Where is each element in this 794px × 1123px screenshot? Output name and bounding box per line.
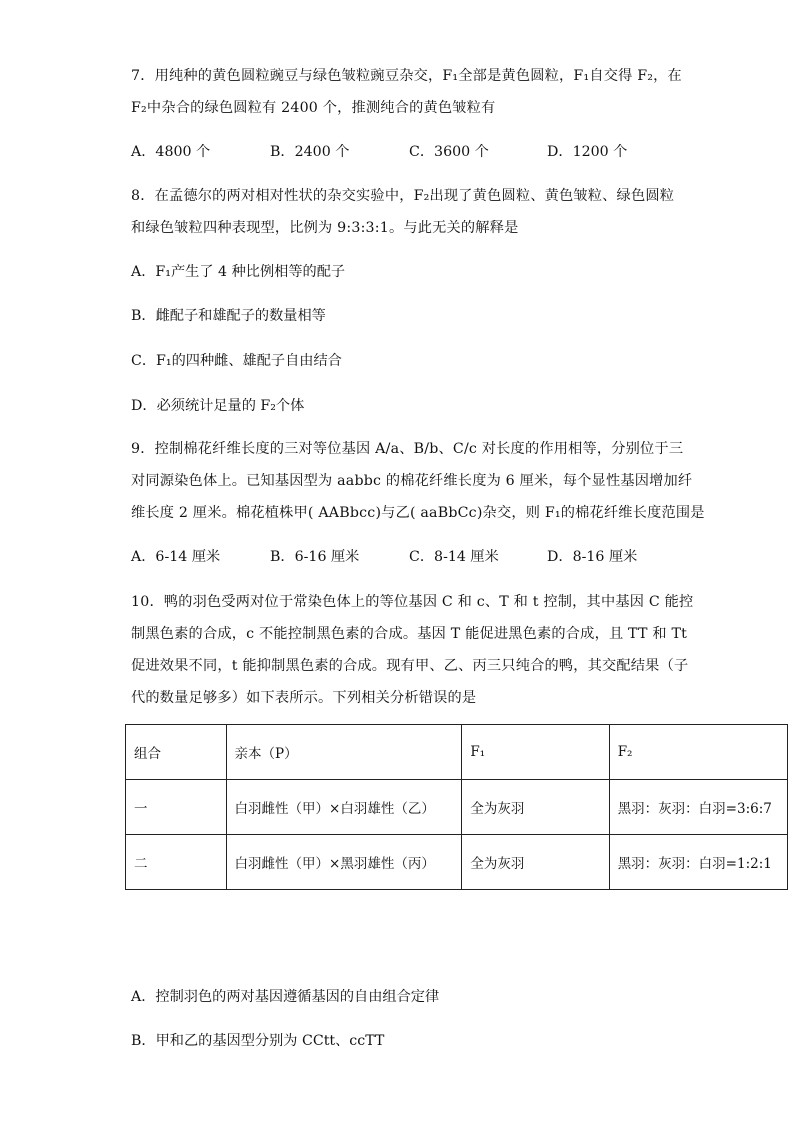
q10-stem-line-4: 代的数量足够多）如下表所示。下列相关分析错误的是 bbox=[131, 690, 477, 706]
q7-stem-line-1: 7．用纯种的黄色圆粒豌豆与绿色皱粒豌豆杂交，F₁全部是黄色圆粒，F₁自交得 F₂，在 bbox=[131, 68, 682, 84]
q9-stem-line-1: 9．控制棉花纤维长度的三对等位基因 A/a、B/b、C/c 对长度的作用相等，分别位于三 bbox=[131, 441, 684, 457]
table-cell: 全为灰羽 bbox=[462, 780, 609, 835]
table-header-row bbox=[126, 725, 788, 780]
q9-stem-line-2: 对同源染色体上。已知基因型为 aabbc 的棉花纤维长度为 6 厘米，每个显性基因增加纤 bbox=[131, 473, 693, 489]
table-cell: 一 bbox=[126, 780, 227, 835]
header-cell: F₂ bbox=[609, 725, 787, 780]
q10-stem-line-3: 促进效果不同，t 能抑制黑色素的合成。现有甲、乙、丙三只纯合的鸭，其交配结果（子 bbox=[131, 658, 689, 674]
q9-option-d: D．8-16 厘米 bbox=[547, 549, 638, 565]
q9-stem-line-3: 维长度 2 厘米。棉花植株甲( AABbcc)与乙( aaBbCc)杂交，则 F₁的棉花纤维长度范围是 bbox=[131, 505, 705, 521]
table-cell: 白羽雌性（甲）×黑羽雄性（丙） bbox=[226, 835, 462, 890]
table-cell: 全为灰羽 bbox=[462, 835, 609, 890]
q10-stem-line-2: 制黑色素的合成，c 不能控制黑色素的合成。基因 T 能促进黑色素的合成，且 TT 和 Tt bbox=[131, 626, 688, 642]
table-row bbox=[126, 835, 788, 890]
header-cell: F₁ bbox=[462, 725, 609, 780]
table-cell: 白羽雌性（甲）×白羽雄性（乙） bbox=[226, 780, 462, 835]
table-cell: 二 bbox=[126, 835, 227, 890]
q10-option-a: A．控制羽色的两对基因遵循基因的自由组合定律 bbox=[131, 989, 440, 1005]
q7-option-b: B．2400 个 bbox=[270, 144, 350, 160]
q8-option-d: D．必须统计足量的 F₂个体 bbox=[131, 398, 305, 414]
q8-stem-line-2: 和绿色皱粒四种表现型，比例为 9:3:3:1。与此无关的解释是 bbox=[131, 220, 519, 236]
q8-option-b: B．雌配子和雄配子的数量相等 bbox=[131, 308, 326, 324]
cross-results-table bbox=[125, 724, 788, 890]
q9-option-a: A．6-14 厘米 bbox=[131, 549, 221, 565]
table-cell: 黑羽：灰羽：白羽=1:2:1 bbox=[609, 835, 787, 890]
q10-stem-line-1: 10．鸭的羽色受两对位于常染色体上的等位基因 C 和 c、T 和 t 控制，其中基因 C 能控 bbox=[131, 594, 694, 610]
q8-stem-line-1: 8．在孟德尔的两对相对性状的杂交实验中，F₂出现了黄色圆粒、黄色皱粒、绿色圆粒 bbox=[131, 188, 675, 204]
q9-option-b: B．6-16 厘米 bbox=[270, 549, 360, 565]
q8-option-a: A．F₁产生了 4 种比例相等的配子 bbox=[131, 264, 346, 280]
q7-option-a: A．4800 个 bbox=[131, 144, 211, 160]
q7-stem-line-2: F₂中杂合的绿色圆粒有 2400 个，推测纯合的黄色皱粒有 bbox=[131, 100, 496, 116]
q10-option-b: B．甲和乙的基因型分别为 CCtt、ccTT bbox=[131, 1033, 385, 1049]
q8-option-c: C．F₁的四种雌、雄配子自由结合 bbox=[131, 353, 342, 369]
header-cell: 组合 bbox=[126, 725, 227, 780]
table-row bbox=[126, 780, 788, 835]
table-cell: 黑羽：灰羽：白羽=3:6:7 bbox=[609, 780, 787, 835]
q7-option-c: C．3600 个 bbox=[409, 144, 489, 160]
header-cell: 亲本（P） bbox=[226, 725, 462, 780]
q9-option-c: C．8-14 厘米 bbox=[409, 549, 499, 565]
q7-option-d: D．1200 个 bbox=[547, 144, 628, 160]
